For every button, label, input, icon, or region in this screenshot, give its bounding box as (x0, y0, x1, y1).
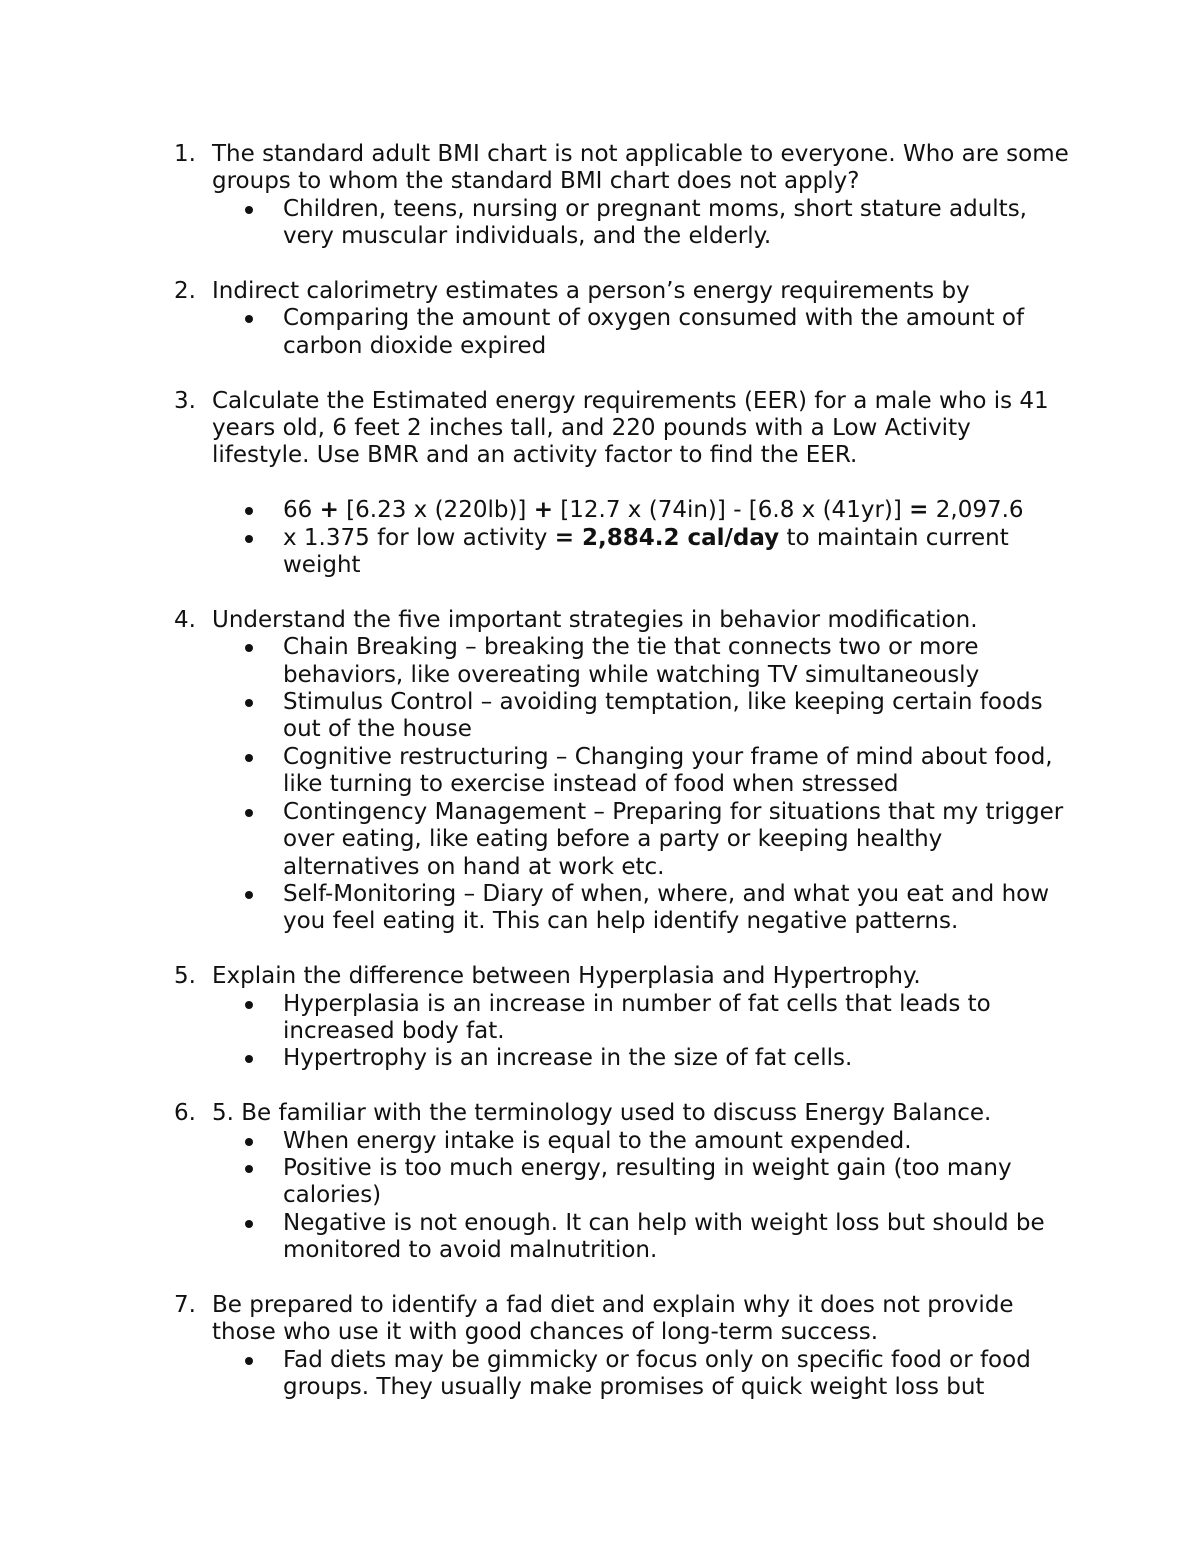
equals-sign: = (909, 497, 929, 524)
question-number: 7. (174, 1291, 196, 1318)
question-number: 3. (174, 387, 196, 414)
question-text: Explain the difference between Hyperplasia and Hypertrophy. (212, 963, 921, 990)
answer-bullet: Contingency Management – Preparing for situations that my trigger over eating, like eating before a party or keeping healthy alternatives on hand at work etc. (0, 799, 1073, 881)
question-number: 4. (174, 606, 196, 633)
question-number: 5. (174, 963, 196, 990)
answer-bullet: Chain Breaking – breaking the tie that connects two or more behaviors, like overeating while watching TV simultaneously (0, 634, 1073, 689)
formula-part: [6.23 x (220lb)] (338, 497, 534, 524)
question-text: Be prepared to identify a fad diet and explain why it does not provide those who use it with good chances of long-term success. (212, 1291, 1014, 1346)
question-text: Understand the five important strategies in behavior modification. (212, 606, 978, 633)
question-3 (0, 388, 1072, 580)
question-text: 5. Be familiar with the terminology used to discuss Energy Balance. (212, 1100, 992, 1127)
document-body (0, 141, 1200, 1402)
answer-bullet: Hyperplasia is an increase in number of fat cells that leads to increased body fat. (0, 991, 1073, 1046)
result-text: to maintain current weight (283, 524, 1009, 579)
question-6 (0, 1100, 1072, 1264)
answer-bullet: Children, teens, nursing or pregnant moms, short stature adults, very muscular individuals, and the elderly. (0, 196, 1073, 251)
plus-sign: + (533, 497, 553, 524)
formula-bullet (0, 497, 1073, 524)
answer-bullet: Self-Monitoring – Diary of when, where, and what you eat and how you feel eating it. This can help identify negative patterns. (0, 881, 1073, 936)
question-1 (0, 141, 1072, 251)
question-number: 6. (174, 1100, 196, 1127)
result-value: = 2,884.2 cal/day (554, 524, 780, 551)
formula-part: [12.7 x (74in)] - [6.8 x (41yr)] (553, 497, 910, 524)
answer-bullet: Negative is not enough. It can help with weight loss but should be monitored to avoid malnutrition. (0, 1210, 1073, 1265)
question-number: 1. (174, 141, 196, 167)
answer-bullet: Cognitive restructuring – Changing your frame of mind about food, like turning to exercise instead of food when stressed (0, 744, 1073, 799)
answer-bullet: Stimulus Control – avoiding temptation, like keeping certain foods out of the house (0, 689, 1073, 744)
answer-bullet: Fad diets may be gimmicky or focus only on specific food or food groups. They usually make promises of quick weight loss but (0, 1347, 1073, 1402)
question-2 (0, 278, 1072, 360)
result-text: x 1.375 for low activity (283, 524, 555, 551)
question-4 (0, 607, 1072, 936)
question-text: The standard adult BMI chart is not applicable to everyone. Who are some groups to whom the standard BMI chart does not apply? (212, 141, 1069, 195)
formula-part: 2,097.6 (928, 497, 1024, 524)
question-5 (0, 963, 1072, 1073)
answer-bullet: Hypertrophy is an increase in the size of fat cells. (0, 1045, 1073, 1072)
question-text: Indirect calorimetry estimates a person’s energy requirements by (212, 278, 970, 305)
plus-sign: + (319, 497, 339, 524)
question-text: Calculate the Estimated energy requirements (EER) for a male who is 41 years old, 6 feet 2 inches tall, and 220 pounds with a Low Activity lifestyle. Use BMR and an activity factor to find the EER. (212, 387, 1049, 469)
result-bullet (0, 525, 1073, 580)
formula-part: 66 (283, 497, 320, 524)
question-number: 2. (174, 278, 196, 305)
spacer (212, 470, 1072, 497)
answer-bullet: Positive is too much energy, resulting in weight gain (too many calories) (0, 1155, 1073, 1210)
question-7 (0, 1292, 1072, 1402)
answer-bullet: When energy intake is equal to the amount expended. (0, 1128, 1073, 1155)
answer-bullet: Comparing the amount of oxygen consumed with the amount of carbon dioxide expired (0, 305, 1073, 360)
